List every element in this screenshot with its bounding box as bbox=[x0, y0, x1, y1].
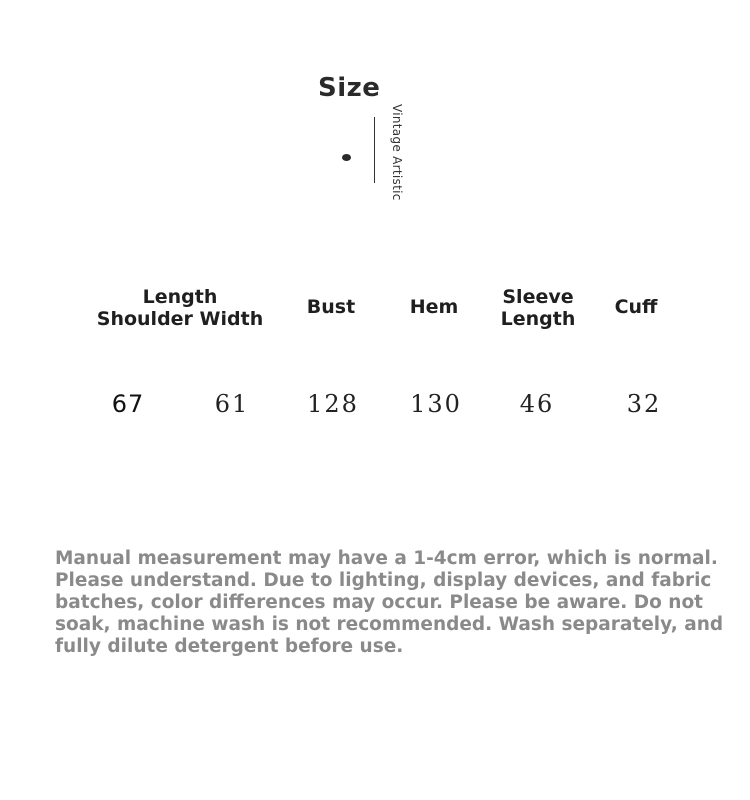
header-sleeve-length: Sleeve Length bbox=[500, 286, 576, 330]
value-shoulder-width: 61 bbox=[214, 390, 250, 418]
vertical-divider bbox=[374, 117, 375, 183]
value-cuff: 32 bbox=[626, 390, 662, 418]
page-title: Size bbox=[318, 73, 381, 103]
header-hem: Hem bbox=[409, 296, 459, 318]
header-length-shoulder-width: Length Shoulder Width bbox=[96, 286, 264, 330]
value-sleeve-length: 46 bbox=[519, 390, 555, 418]
dot-decoration bbox=[342, 154, 351, 161]
care-note: Manual measurement may have a 1-4cm error, which is normal. Please understand. Due to lighting, display devices, and fabric batches, color differences may occur. Please be aware. Do not soak, machine wash is not recommended. Wash separately, and fully dilute detergent before use. bbox=[55, 548, 724, 657]
header-cuff: Cuff bbox=[614, 296, 658, 318]
value-length: 67 bbox=[111, 390, 145, 418]
value-hem: 130 bbox=[410, 390, 462, 418]
side-label: Vintage Artistic bbox=[390, 104, 404, 201]
header-bust: Bust bbox=[306, 296, 356, 318]
value-bust: 128 bbox=[307, 390, 359, 418]
